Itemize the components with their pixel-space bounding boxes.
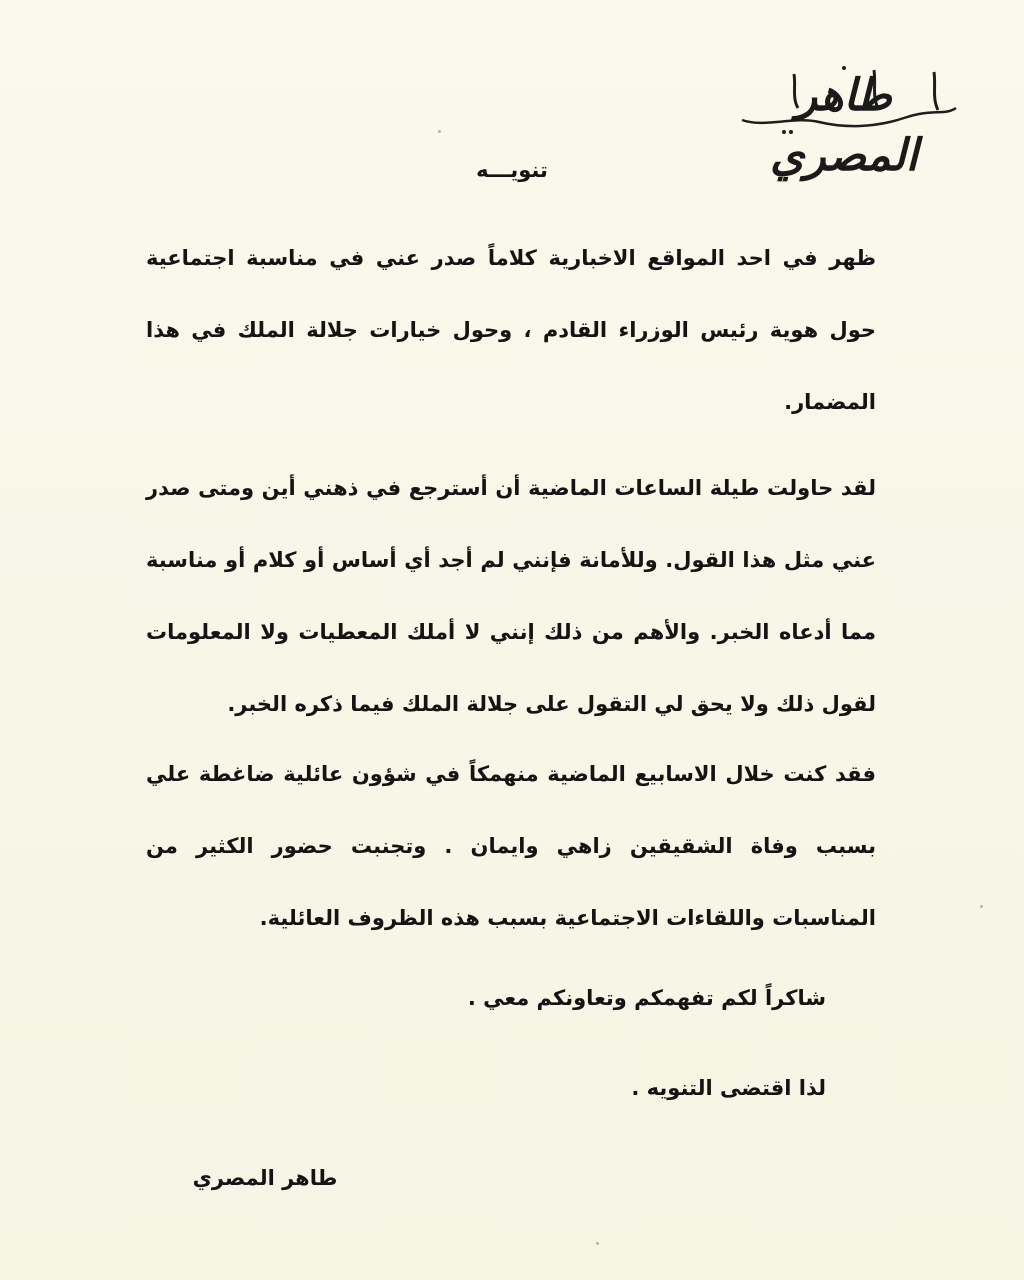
notice-paragraph-2: لقد حاولت طيلة الساعات الماضية أن أسترجع في ذهني أين ومتى صدر عني مثل هذا القول. وللأمانة فإنني لم أجد أي أساس أو كلام أو مناسبة مما أدعاه الخبر. والأهم من ذلك إنني لا أملك المعطيات ولا المعلومات لقول ذلك ولا يحق لي التقول على جلالة الملك فيما ذكره الخبر.: [146, 476, 876, 716]
paper-speck: [438, 130, 441, 133]
notice-paragraph-3: فقد كنت خلال الاسابيع الماضية منهمكاً في شؤون عائلية ضاغطة علي بسبب وفاة الشقيقين زاهي وايمان . وتجنبت حضور الكثير من المناسبات واللقاءات الاجتماعية بسبب هذه الظروف العائلية.: [146, 762, 876, 930]
paper-speck: [596, 1242, 599, 1245]
signature-name: طاهر المصري: [192, 1166, 338, 1190]
logo-wordmark: طاهر المصري: [770, 70, 918, 181]
thanks-line: شاكراً لكم تفهمكم وتعاونكم معي .: [467, 986, 826, 1010]
letterhead-logo: [724, 58, 964, 181]
paper-speck: [980, 905, 983, 908]
notice-title: تنويـــه: [476, 158, 548, 182]
closing-line: لذا اقتضى التنويه .: [631, 1076, 826, 1100]
notice-paragraph-1: ظهر في احد المواقع الاخبارية كلاماً صدر عني في مناسبة اجتماعية حول هوية رئيس الوزراء القادم ، وحول خيارات جلالة الملك في هذا المضمار.: [146, 246, 876, 414]
